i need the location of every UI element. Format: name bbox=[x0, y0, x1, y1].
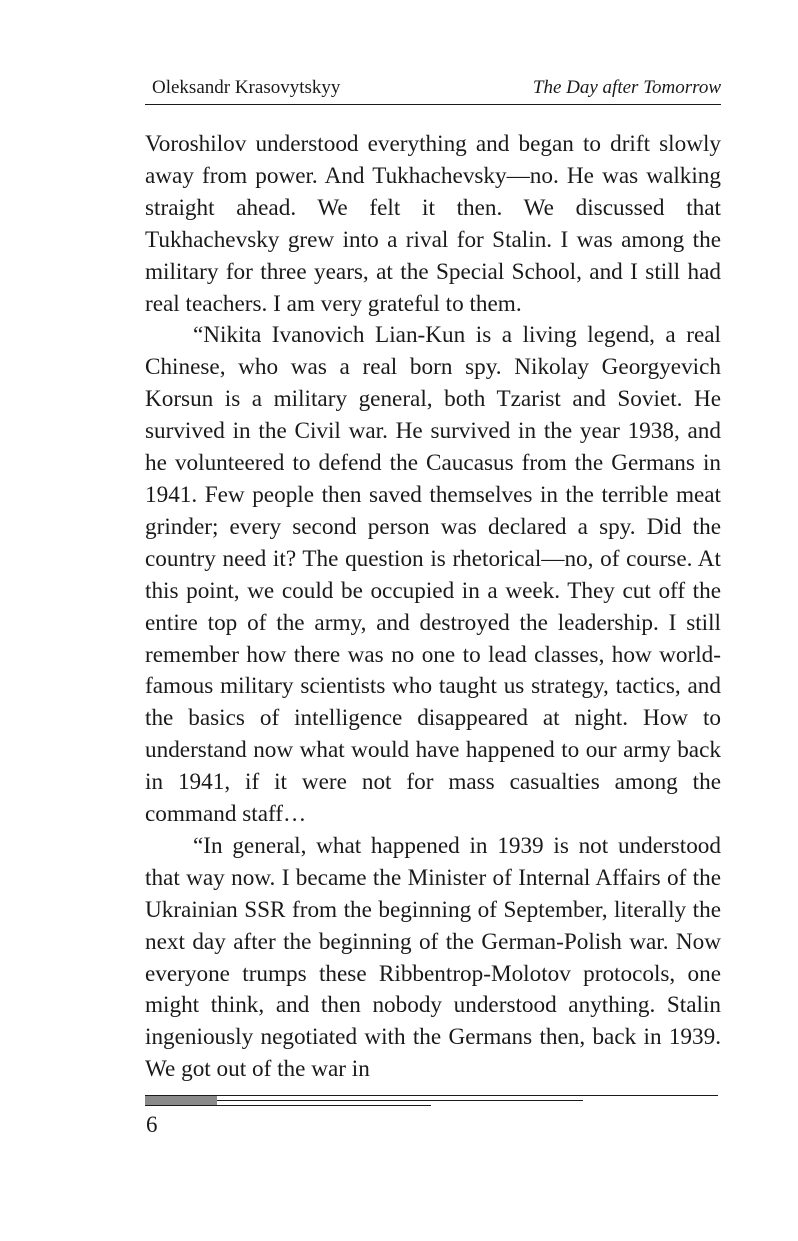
running-header bbox=[148, 76, 721, 100]
footer-rule bbox=[145, 1105, 431, 1106]
paragraph: “Nikita Ivanovich Lian-Kun is a living legend, a real Chinese, who was a real born spy. Nikolay Georgyevich Korsun is a military general, both Tzarist and Soviet. He survived in the Civil war. He survived in the year 1938, and he volunteered to defend the Caucasus from the Germans in 1941. Few people then saved themselves in the terrible meat grinder; every second person was declared a spy. Did the country need it? The question is rhetorical—no, of course. At this point, we could be occupied in a week. They cut off the entire top of the army, and destroyed the leadership. I still remember how there was no one to lead classes, how world-famous military scientists who taught us strategy, tactics, and the basics of intelligence disappeared at night. How to understand now what would have happened to our army back in 1941, if it were not for mass casualties among the command staff… bbox=[145, 322, 721, 828]
header-author: Oleksandr Krasovytskyy bbox=[152, 77, 341, 98]
footer-ornament-bar bbox=[145, 1096, 217, 1105]
footer-rule bbox=[145, 1095, 718, 1096]
header-book-title: The Day after Tomorrow bbox=[532, 77, 721, 98]
header-rule bbox=[145, 104, 721, 105]
paragraph: Voroshilov understood everything and began to drift slowly away from power. And Tukhachevsky—no. He was walking straight ahead. We felt it then. We discussed that Tukhachevsky grew into a rival for Stalin. I was among the military for three years, at the Special School, and I still had real teachers. I am very grateful to them. bbox=[145, 131, 721, 317]
paragraph: “In general, what happened in 1939 is not understood that way now. I became the Minister of Internal Affairs of the Ukrainian SSR from the beginning of September, literally the next day after the beginning of the German-Polish war. Now everyone trumps these Ribbentrop-Molotov protocols, one might think, and then nobody understood anything. Stalin ingeniously negotiated with the Germans then, back in 1939. We got out of the war in bbox=[145, 832, 721, 1083]
page-number: 6 bbox=[146, 1112, 158, 1137]
body-text bbox=[145, 129, 721, 1086]
